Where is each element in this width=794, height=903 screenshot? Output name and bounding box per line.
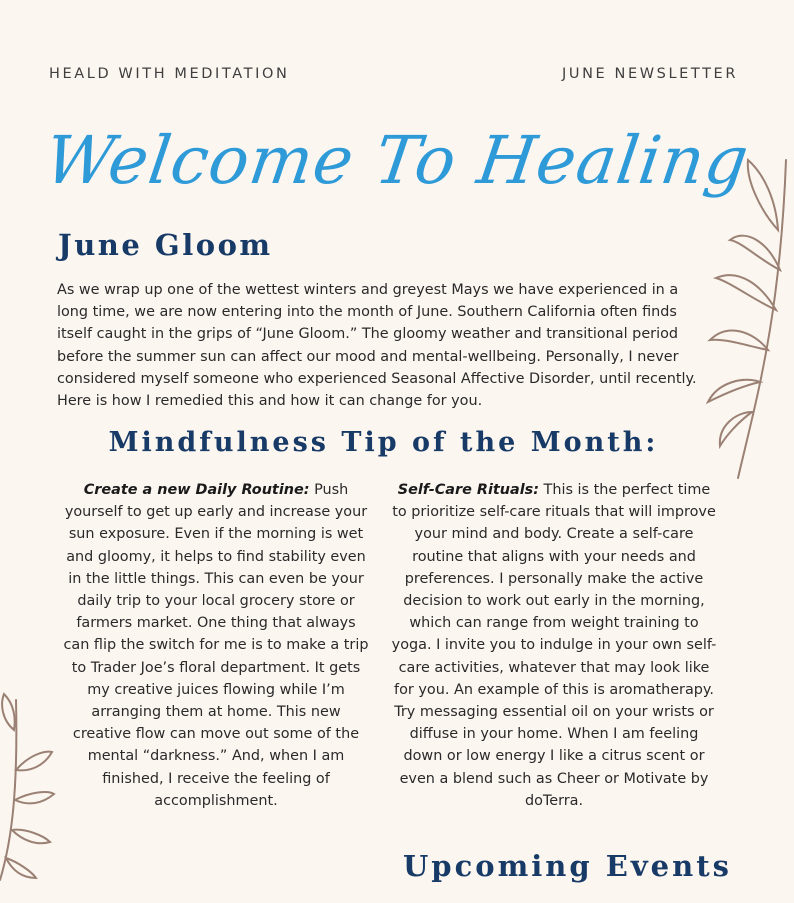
- brand-label: HEALD WITH MEDITATION: [49, 66, 290, 82]
- leaf-branch-left-icon: [0, 690, 60, 890]
- upcoming-events-heading: Upcoming Events: [403, 849, 732, 883]
- june-gloom-heading: June Gloom: [58, 228, 273, 262]
- daily-routine-title: Create a new Daily Routine:: [83, 482, 310, 498]
- daily-routine-column: [62, 479, 370, 812]
- mindfulness-heading: Mindfulness Tip of the Month:: [108, 427, 659, 458]
- daily-routine-body: Push yourself to get up early and increase your sun exposure. Even if the morning is wet and gloomy, it helps to find stability even in the little things. This can even be your daily trip to your local grocery store or farmers market. One thing that always can flip the switch for me is to make a trip to Trader Joe’s floral department. It gets my creative juices flowing while I’m arranging them at home. This new creative flow can move out some of the mental “darkness.” And, when I am finished, I receive the feeling of accomplishment.: [63, 482, 369, 809]
- self-care-body: This is the perfect time to prioritize self-care rituals that will improve your mind and body. Create a self-care routine that aligns with your needs and preferences. I personally make the active decision to work out early in the morning, which can range from weight training to yoga. I invite you to indulge in your own self-care activities, whatever that may look like for you. An example of this is aromatherapy. Try messaging essential oil on your wrists or diffuse in your home. When I am feeling down or low energy I like a citrus scent or even a blend such as Cheer or Motivate by doTerra.: [391, 482, 717, 809]
- self-care-column: [390, 479, 718, 812]
- page-title: Welcome To Healing: [40, 122, 754, 199]
- issue-label: JUNE NEWSLETTER: [562, 66, 738, 82]
- self-care-title: Self-Care Rituals:: [397, 482, 539, 498]
- june-gloom-body: As we wrap up one of the wettest winters and greyest Mays we have experienced in a long time, we are now entering into the month of June. Southern California often finds itself caught in the grips of “June Gloom.” The gloomy weather and transitional period before the summer sun can affect our mood and mental-wellbeing. Personally, I never considered myself someone who experienced Seasonal Affective Disorder, until recently. Here is how I remedied this and how it can change for you.: [57, 282, 697, 410]
